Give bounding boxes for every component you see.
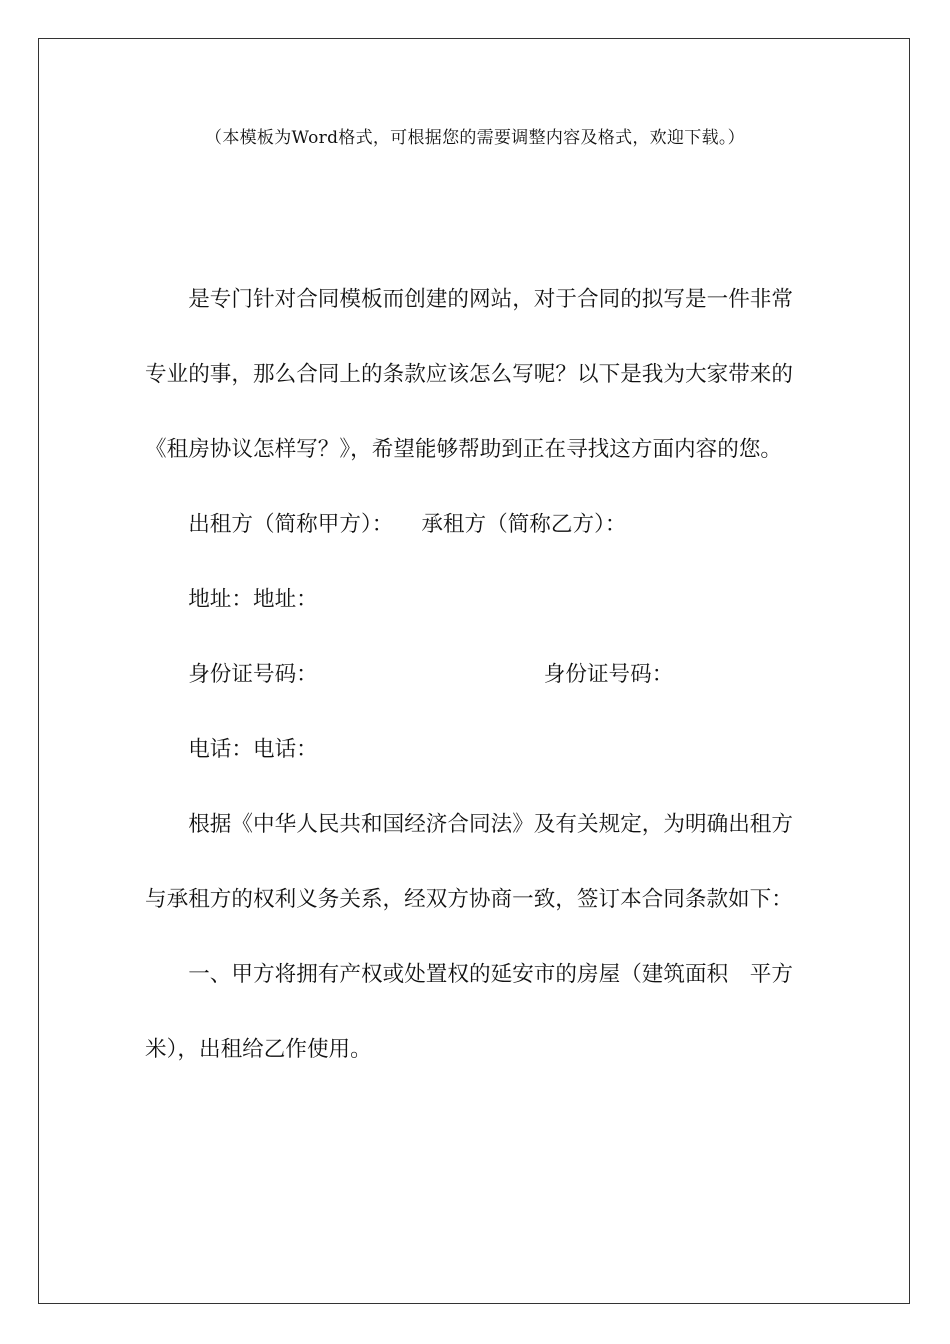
lessor-id-label: 身份证号码： [188,662,318,687]
phone-line: 电话：电话： [188,737,318,762]
basis-paragraph: 根据《中华人民共和国经济合同法》及有关规定，为明确出租方与承租方的权利义务关系，经双方协商一致，签订本合同条款如下： [145,812,793,912]
lessor-label: 出租方（简称甲方）： [188,512,394,537]
intro-paragraph: 是专门针对合同模板而创建的网站，对于合同的拟写是一件非常专业的事，那么合同上的条款应该怎么写呢？以下是我为大家带来的《租房协议怎样写？》，希望能够帮助到正在寻找这方面内容的您。 [145,287,793,462]
parties-line [145,487,793,562]
document-body [145,262,793,1087]
id-number-line [145,637,793,712]
lessee-label: 承租方（简称乙方）： [421,512,627,537]
address-line: 地址：地址： [188,587,318,612]
clause-1-paragraph: 一、甲方将拥有产权或处置权的延安市的房屋（建筑面积 平方米），出租给乙作使用。 [145,962,793,1062]
lessee-id-label: 身份证号码： [543,662,674,687]
template-note: （本模板为Word格式，可根据您的需要调整内容及格式，欢迎下载。） [205,128,745,148]
